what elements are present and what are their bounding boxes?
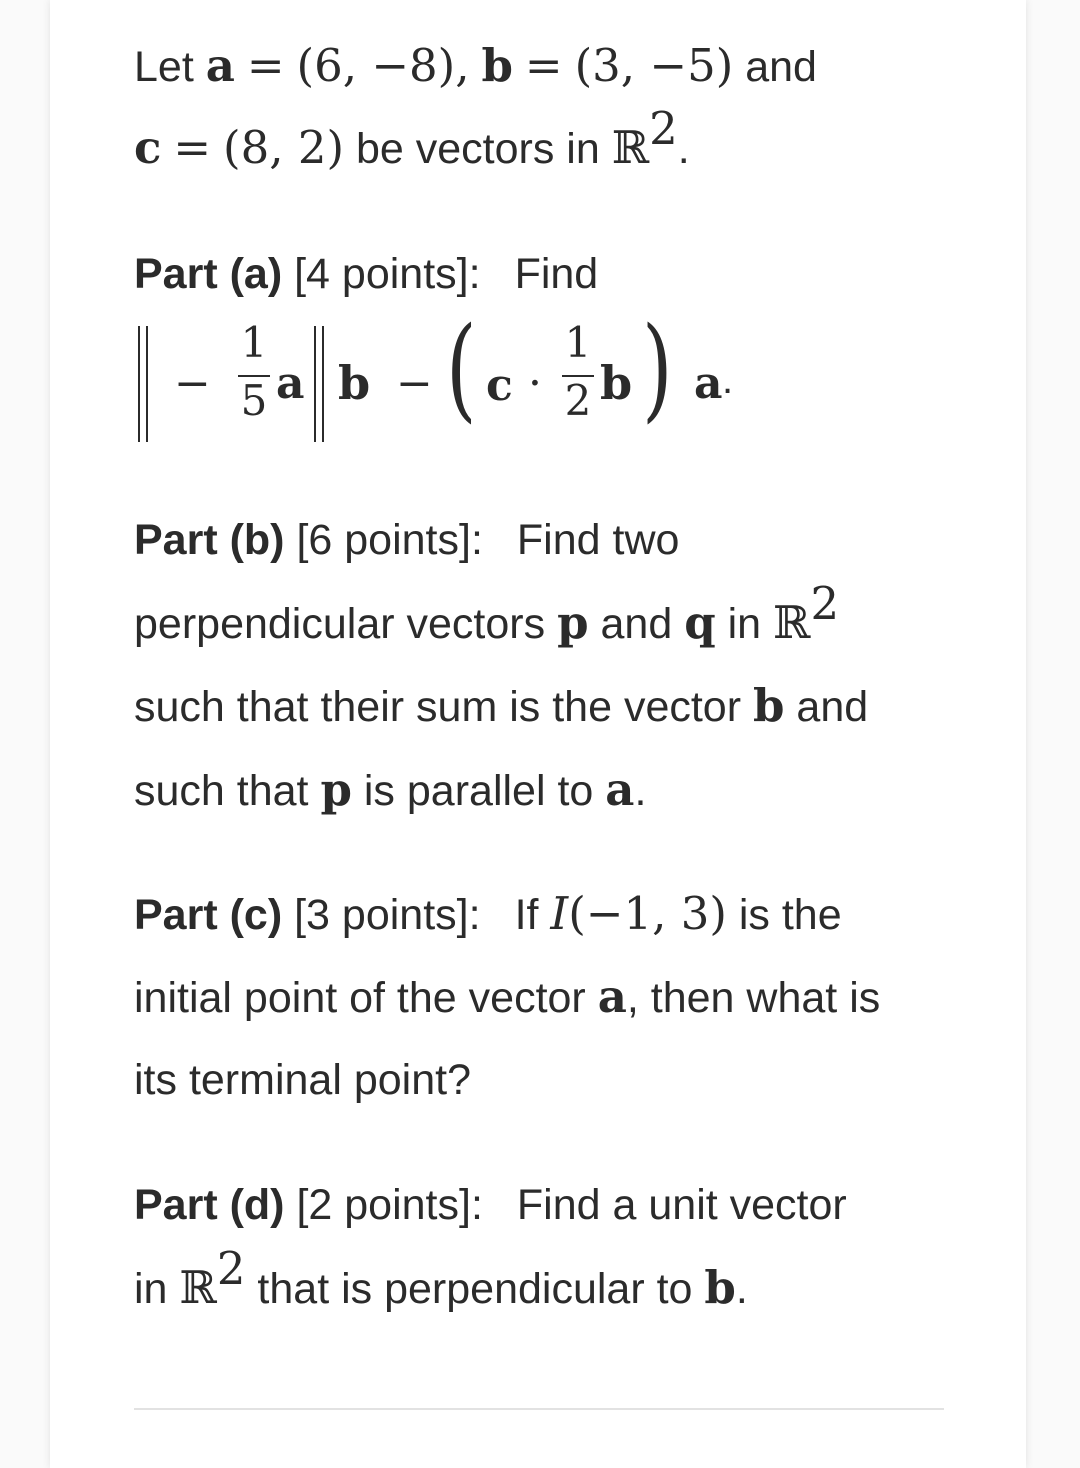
document-page: [50, 0, 1026, 1468]
fraction-denominator: 5: [240, 376, 268, 425]
part-b-text: in: [727, 600, 762, 648]
part-a-points: [4 points]:: [294, 250, 481, 298]
norm-bar: [146, 326, 148, 442]
part-b-text: such that their sum is the vector: [134, 683, 742, 731]
part-c-text: is the: [738, 891, 842, 939]
fraction-numerator: 1: [564, 318, 592, 367]
part-b-text: and: [796, 683, 869, 731]
part-b-text: and: [600, 600, 673, 648]
formula-minus: −: [174, 358, 211, 409]
part-d-text: that is perpendicular to: [257, 1265, 693, 1313]
real-space-symbol: ℝ: [611, 121, 650, 174]
equals-sign: =: [173, 121, 212, 174]
part-d-label: Part (d): [134, 1181, 285, 1229]
part-c-label: Part (c): [134, 891, 283, 939]
intro-line-1: [134, 36, 817, 96]
intro-line-2: [134, 101, 690, 178]
vector-a-symbol: a: [605, 763, 635, 816]
norm-bar: [138, 326, 140, 442]
right-paren: ): [642, 304, 673, 434]
point-I-symbol: I: [550, 887, 569, 940]
part-c-line-1: [134, 884, 842, 944]
intro-be-vectors-in: be vectors in: [355, 125, 600, 173]
vector-b-symbol: b: [338, 356, 371, 410]
real-space-exponent: 2: [216, 1241, 246, 1295]
vector-p-symbol: p: [320, 763, 352, 816]
part-a-instruction: Find: [514, 250, 599, 298]
bottom-divider: [134, 1408, 944, 1410]
vector-a-symbol: a: [694, 358, 723, 409]
part-c-text: its terminal point?: [134, 1056, 471, 1104]
part-b-line-3: [134, 676, 868, 736]
vector-a-symbol: a: [597, 970, 627, 1023]
vector-b-name: b: [481, 39, 513, 92]
part-c-text: If: [514, 891, 539, 939]
part-b-text: is parallel to: [363, 767, 594, 815]
real-space-exponent: 2: [810, 576, 840, 630]
vector-c-name: c: [134, 121, 162, 174]
part-c-text: initial point of the vector: [134, 974, 586, 1022]
part-b-line-2: [134, 576, 840, 653]
formula-period: .: [722, 358, 734, 402]
point-I-coords: (−1, 3): [568, 887, 727, 940]
intro-and: and: [745, 43, 817, 91]
part-c-line-3: [134, 1050, 471, 1110]
part-b-line-4: [134, 760, 646, 820]
vector-a-value: (6, −8),: [296, 39, 470, 92]
norm-bar: [314, 326, 316, 442]
part-b-label: Part (b): [134, 516, 285, 564]
vector-b-value: (3, −5): [574, 39, 734, 92]
part-c-line-2: [134, 967, 880, 1027]
intro-period: .: [677, 125, 690, 173]
part-b-text: perpendicular vectors: [134, 600, 546, 648]
fraction-denominator: 2: [564, 376, 592, 425]
vector-a-symbol: a: [276, 358, 305, 409]
equals-sign: =: [524, 39, 563, 92]
part-b-period: .: [634, 767, 647, 815]
vector-a-name: a: [205, 39, 235, 92]
part-a-label: Part (a): [134, 250, 283, 298]
vector-p-symbol: p: [557, 596, 589, 649]
part-a-formula: [134, 304, 834, 458]
part-a-heading: [134, 244, 598, 304]
part-d-text: in: [134, 1265, 168, 1313]
part-d-line-2: [134, 1241, 748, 1318]
part-d-text: Find a unit vector: [516, 1181, 847, 1229]
norm-bar: [322, 326, 324, 442]
vector-q-symbol: q: [684, 596, 716, 649]
dot-product: ·: [528, 358, 542, 409]
vector-c-symbol: c: [486, 360, 513, 411]
part-b-text: such that: [134, 767, 309, 815]
part-b-points: [6 points]:: [296, 516, 483, 564]
part-d-period: .: [735, 1265, 748, 1313]
part-b-line-1: [134, 510, 679, 570]
formula-minus: −: [396, 358, 433, 409]
vector-b-symbol: b: [704, 1261, 736, 1314]
real-space-symbol: ℝ: [179, 1261, 217, 1314]
part-d-line-1: [134, 1175, 847, 1235]
part-d-points: [2 points]:: [296, 1181, 483, 1229]
part-b-text: Find two: [516, 516, 680, 564]
real-space-exponent: 2: [649, 101, 678, 155]
vector-b-symbol: b: [753, 679, 785, 732]
real-space-symbol: ℝ: [773, 596, 811, 649]
vector-b-symbol: b: [600, 356, 633, 410]
intro-let: Let: [134, 43, 194, 91]
equals-sign: =: [246, 39, 285, 92]
fraction-numerator: 1: [240, 318, 268, 367]
vector-c-value: (8, 2): [223, 121, 345, 174]
part-c-text: , then what is: [626, 974, 881, 1022]
left-paren: (: [446, 304, 477, 434]
part-c-points: [3 points]:: [294, 891, 481, 939]
